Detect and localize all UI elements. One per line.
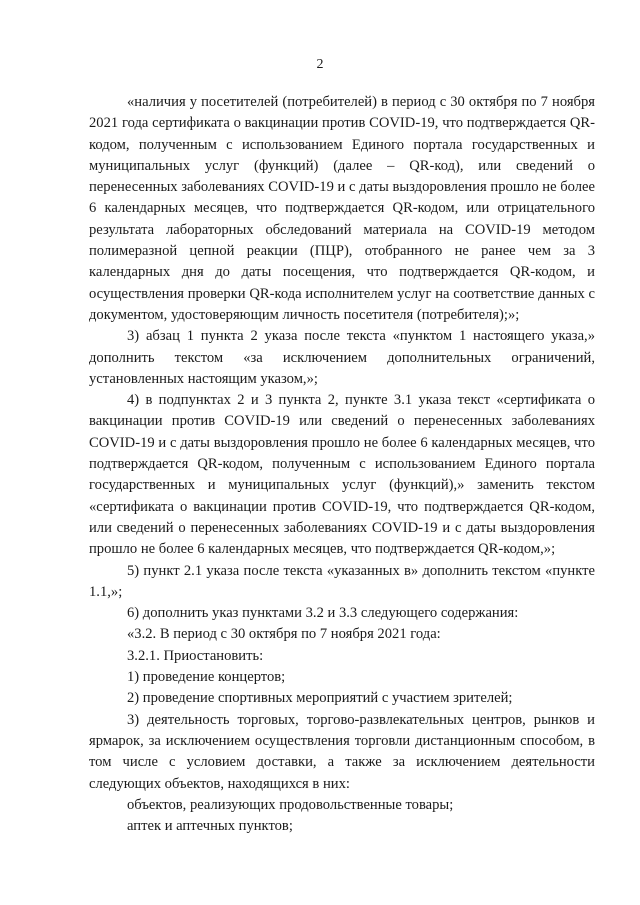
paragraph-item-3: 3) абзац 1 пункта 2 указа после текста «пунктом 1 настоящего указа,» дополнить текстом «за исключением дополнительных ограничений, установленных настоящим указом,»; [89, 328, 595, 387]
list-item-trade-centers: 3) деятельность торговых, торгово-развлекательных центров, рынков и ярмарок, за исключением осуществления торговли дистанционным способом, в том числе с условием доставки, а также за исключением деятельности следующих объектов, находящихся в них: [89, 711, 595, 792]
paragraph-3-2: «3.2. В период с 30 октября по 7 ноября 2021 года: [127, 626, 441, 643]
list-item-concerts: 1) проведение концертов; [127, 669, 286, 686]
paragraph-qr-requirement: «наличия у посетителей (потребителей) в период с 30 октября по 7 ноября 2021 года сертификата о вакцинации против COVID-19, что подтверждается QR-кодом, полученным с использованием Единого портала государственных и муниципальных услуг (функций) (далее – QR-код), или сведений о перенесенных заболеваниях COVID-19 и с даты выздоровления прошло не более 6 календарных месяцев, что подтверждается QR-кодом, или отрицательного результата лабораторных обследований материала на COVID-19 методом полимеразной цепной реакции (ПЦР), отобранного не ранее чем за 3 календарных дня до даты посещения, что подтверждается QR-кодом, и осуществления проверки QR-кода исполнителем услуг на соответствие данных с документом, удостоверяющим личность посетителя (потребителя);»; [89, 94, 595, 323]
list-item-food-stores: объектов, реализующих продовольственные товары; [127, 796, 454, 813]
page-number: 2 [316, 57, 324, 72]
paragraph-item-6: 6) дополнить указ пунктами 3.2 и 3.3 следующего содержания: [127, 605, 519, 622]
list-item-pharmacies: аптек и аптечных пунктов; [127, 818, 293, 835]
document-body [89, 92, 595, 837]
list-item-sports: 2) проведение спортивных мероприятий с участием зрителей; [127, 690, 513, 707]
paragraph-3-2-1: 3.2.1. Приостановить: [127, 647, 264, 664]
paragraph-item-5: 5) пункт 2.1 указа после текста «указанных в» дополнить текстом «пункте 1.1,»; [89, 562, 595, 600]
paragraph-item-4: 4) в подпунктах 2 и 3 пункта 2, пункте 3.1 указа текст «сертификата о вакцинации против COVID-19 или сведений о перенесенных заболеваниях COVID-19 и с даты выздоровления прошло не более 6 календарных месяцев, что подтверждается QR-кодом, полученным с использованием Единого портала государственных и муниципальных услуг (функций),» заменить текстом «сертификата о вакцинации против COVID-19, что подтверждается QR-кодом, или сведений о перенесенных заболеваниях COVID-19 и с даты выздоровления прошло не более 6 календарных месяцев, что подтверждается QR-кодом,»; [89, 392, 595, 558]
